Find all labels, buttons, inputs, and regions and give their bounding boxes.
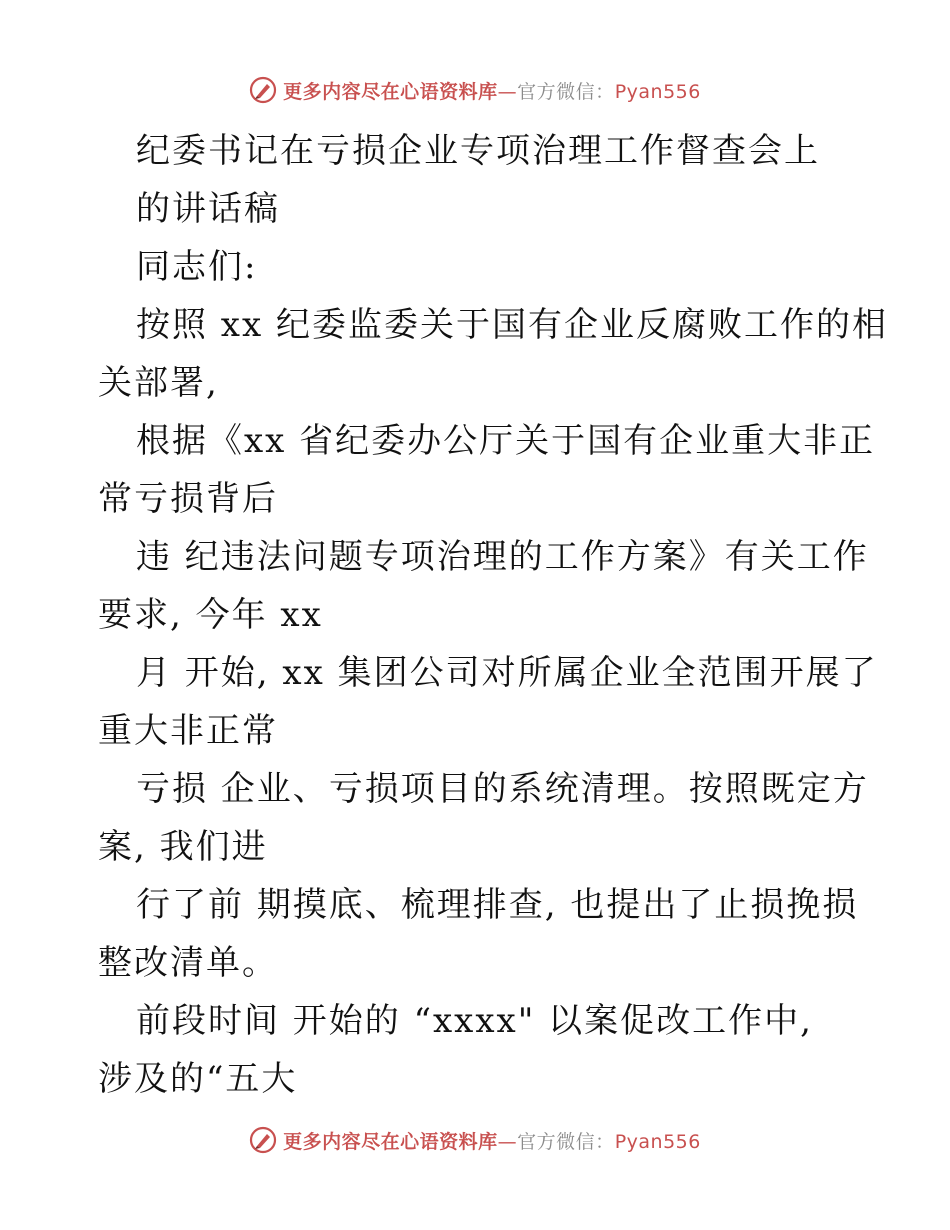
banner-text [283, 77, 701, 104]
banner-main-text: 更多内容尽在心语资料库 [283, 1130, 498, 1153]
document-line: 常亏损背后 [98, 479, 278, 519]
banner-wechat-label: 官方微信： [517, 80, 615, 103]
document-line: 涉及的“五大 [98, 1059, 298, 1099]
banner-wechat-id: Pyan556 [614, 1130, 701, 1153]
banner-text [283, 1127, 701, 1154]
document-body [98, 122, 888, 1108]
document-line: 关部署, [98, 363, 219, 403]
document-line: 前段时间 开始的 “xxxx" 以案促改工作中, [136, 1001, 813, 1041]
document-line: 行了前 期摸底、梳理排查, 也提出了止损挽损 [136, 885, 859, 925]
document-line: 要求, 今年 xx [98, 595, 323, 635]
document-line: 纪委书记在亏损企业专项治理工作督查会上 [136, 131, 820, 171]
document-line: 亏损 企业、亏损项目的系统清理。按照既定方 [136, 769, 869, 809]
document-line: 按照 xx 纪委监委关于国有企业反腐败工作的相 [136, 305, 888, 345]
pen-logo-icon [249, 76, 277, 104]
document-line: 重大非正常 [98, 711, 278, 751]
footer-banner [0, 1120, 950, 1160]
banner-wechat-id: Pyan556 [614, 80, 701, 103]
document-line: 同志们: [136, 247, 258, 287]
document-line: 整改清单。 [98, 943, 278, 983]
banner-separator: — [497, 80, 518, 103]
banner-separator: — [497, 1130, 518, 1153]
document-line: 的讲话稿 [136, 189, 280, 229]
document-line: 根据《xx 省纪委办公厅关于国有企业重大非正 [136, 421, 876, 461]
document-line: 月 开始, xx 集团公司对所属企业全范围开展了 [136, 653, 878, 693]
header-banner [0, 70, 950, 110]
pen-logo-icon [249, 1126, 277, 1154]
document-line: 违 纪违法问题专项治理的工作方案》有关工作 [136, 537, 869, 577]
banner-main-text: 更多内容尽在心语资料库 [283, 80, 498, 103]
banner-wechat-label: 官方微信： [517, 1130, 615, 1153]
document-line: 案, 我们进 [98, 827, 268, 867]
